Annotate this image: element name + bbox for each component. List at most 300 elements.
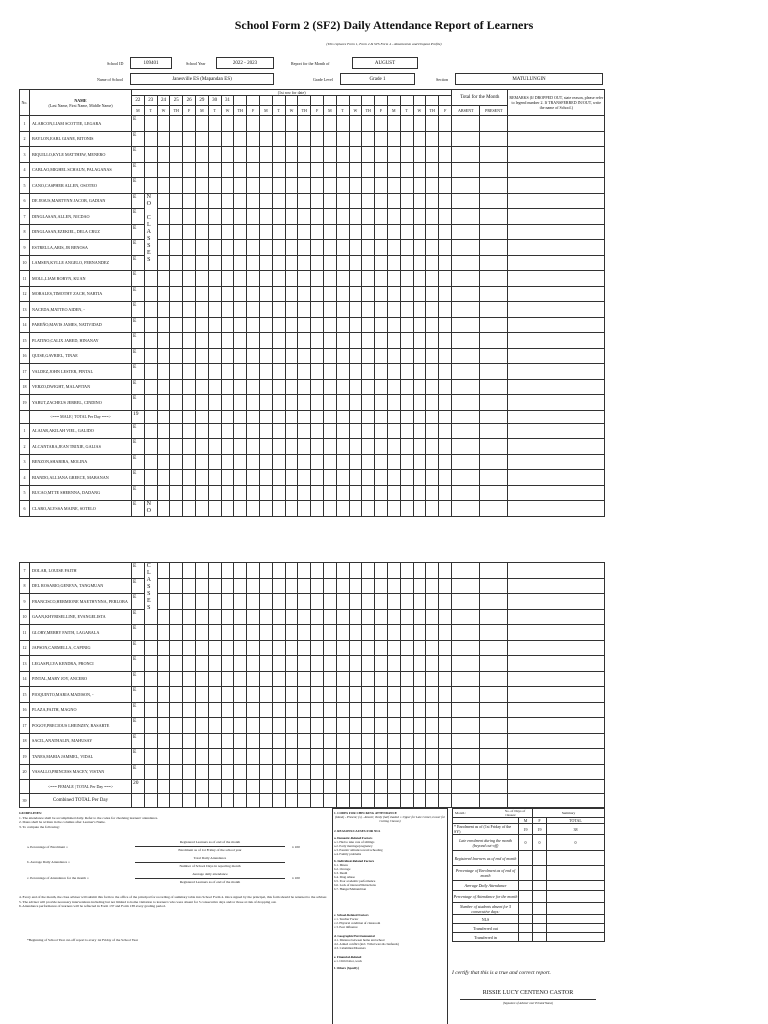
attendance-cell[interactable] xyxy=(170,286,183,302)
attendance-cell[interactable] xyxy=(195,333,208,349)
attendance-cell[interactable] xyxy=(208,454,221,470)
attendance-cell[interactable] xyxy=(157,209,170,225)
attendance-cell[interactable] xyxy=(195,718,208,734)
attendance-cell[interactable] xyxy=(387,302,400,318)
attendance-cell[interactable] xyxy=(387,116,400,132)
attendance-cell[interactable] xyxy=(247,131,260,147)
attendance-cell[interactable] xyxy=(285,147,298,163)
attendance-cell[interactable] xyxy=(426,454,439,470)
attendance-cell[interactable] xyxy=(336,485,349,501)
attendance-cell[interactable] xyxy=(157,764,170,780)
attendance-mark[interactable]: E xyxy=(132,302,145,318)
attendance-cell[interactable] xyxy=(362,178,375,194)
remarks-cell[interactable] xyxy=(508,255,605,271)
attendance-cell[interactable] xyxy=(362,255,375,271)
attendance-cell[interactable] xyxy=(195,193,208,209)
attendance-cell[interactable] xyxy=(234,656,247,672)
attendance-cell[interactable] xyxy=(349,193,362,209)
attendance-cell[interactable] xyxy=(247,209,260,225)
attendance-cell[interactable] xyxy=(247,379,260,395)
attendance-cell[interactable] xyxy=(375,625,388,641)
attendance-cell[interactable] xyxy=(259,178,272,194)
attendance-cell[interactable] xyxy=(183,224,196,240)
attendance-cell[interactable] xyxy=(298,439,311,455)
attendance-cell[interactable] xyxy=(362,594,375,610)
attendance-cell[interactable] xyxy=(247,147,260,163)
attendance-cell[interactable] xyxy=(272,749,285,765)
attendance-cell[interactable] xyxy=(247,193,260,209)
attendance-cell[interactable] xyxy=(221,286,234,302)
attendance-cell[interactable] xyxy=(144,116,157,132)
attendance-cell[interactable] xyxy=(157,423,170,439)
attendance-cell[interactable] xyxy=(387,563,400,579)
attendance-cell[interactable] xyxy=(144,671,157,687)
attendance-cell[interactable] xyxy=(323,240,336,256)
attendance-cell[interactable] xyxy=(426,317,439,333)
attendance-cell[interactable] xyxy=(183,147,196,163)
attendance-cell[interactable] xyxy=(272,423,285,439)
attendance-cell[interactable] xyxy=(285,317,298,333)
attendance-cell[interactable] xyxy=(362,209,375,225)
attendance-cell[interactable] xyxy=(221,240,234,256)
attendance-cell[interactable] xyxy=(208,423,221,439)
attendance-cell[interactable] xyxy=(311,333,324,349)
attendance-cell[interactable] xyxy=(413,147,426,163)
attendance-cell[interactable] xyxy=(208,317,221,333)
attendance-cell[interactable] xyxy=(375,193,388,209)
attendance-cell[interactable] xyxy=(362,379,375,395)
attendance-cell[interactable] xyxy=(439,333,452,349)
attendance-cell[interactable] xyxy=(285,656,298,672)
remarks-cell[interactable] xyxy=(507,656,604,672)
attendance-cell[interactable] xyxy=(234,333,247,349)
attendance-cell[interactable] xyxy=(195,733,208,749)
attendance-cell[interactable] xyxy=(413,193,426,209)
attendance-cell[interactable] xyxy=(183,454,196,470)
attendance-cell[interactable] xyxy=(221,501,234,517)
school-year-field[interactable]: 2022 - 2023 xyxy=(216,57,274,69)
attendance-cell[interactable] xyxy=(336,333,349,349)
attendance-cell[interactable] xyxy=(311,348,324,364)
attendance-cell[interactable] xyxy=(400,193,413,209)
remarks-cell[interactable] xyxy=(507,625,604,641)
attendance-mark[interactable]: E xyxy=(132,733,145,749)
attendance-cell[interactable] xyxy=(311,656,324,672)
attendance-cell[interactable] xyxy=(234,563,247,579)
attendance-cell[interactable] xyxy=(259,454,272,470)
attendance-cell[interactable] xyxy=(247,302,260,318)
attendance-cell[interactable] xyxy=(183,317,196,333)
attendance-cell[interactable] xyxy=(362,317,375,333)
attendance-cell[interactable] xyxy=(400,348,413,364)
attendance-cell[interactable] xyxy=(285,563,298,579)
attendance-cell[interactable] xyxy=(170,485,183,501)
attendance-cell[interactable] xyxy=(144,656,157,672)
attendance-cell[interactable] xyxy=(157,255,170,271)
attendance-cell[interactable] xyxy=(259,348,272,364)
attendance-cell[interactable] xyxy=(298,501,311,517)
attendance-cell[interactable] xyxy=(285,209,298,225)
attendance-cell[interactable] xyxy=(247,578,260,594)
remarks-cell[interactable] xyxy=(508,131,605,147)
attendance-cell[interactable] xyxy=(234,364,247,380)
attendance-mark[interactable]: E xyxy=(132,240,145,256)
attendance-cell[interactable] xyxy=(234,687,247,703)
attendance-cell[interactable] xyxy=(285,439,298,455)
attendance-cell[interactable] xyxy=(195,131,208,147)
attendance-cell[interactable] xyxy=(311,364,324,380)
attendance-cell[interactable] xyxy=(285,578,298,594)
attendance-cell[interactable] xyxy=(272,733,285,749)
attendance-cell[interactable] xyxy=(221,656,234,672)
attendance-cell[interactable] xyxy=(349,718,362,734)
attendance-cell[interactable] xyxy=(221,333,234,349)
attendance-cell[interactable] xyxy=(426,271,439,287)
attendance-cell[interactable] xyxy=(183,749,196,765)
attendance-cell[interactable] xyxy=(157,656,170,672)
attendance-cell[interactable] xyxy=(426,485,439,501)
attendance-cell[interactable] xyxy=(311,687,324,703)
attendance-cell[interactable] xyxy=(439,379,452,395)
attendance-mark[interactable]: E xyxy=(132,470,145,486)
attendance-mark[interactable]: E xyxy=(132,764,145,780)
school-name-field[interactable]: Janesville ES (Mapandan ES) xyxy=(130,73,274,85)
attendance-cell[interactable] xyxy=(285,594,298,610)
attendance-cell[interactable] xyxy=(234,224,247,240)
attendance-cell[interactable] xyxy=(170,116,183,132)
attendance-cell[interactable] xyxy=(259,609,272,625)
attendance-cell[interactable] xyxy=(362,333,375,349)
attendance-cell[interactable] xyxy=(144,379,157,395)
attendance-cell[interactable] xyxy=(272,379,285,395)
attendance-cell[interactable] xyxy=(144,687,157,703)
attendance-cell[interactable] xyxy=(311,764,324,780)
attendance-cell[interactable] xyxy=(234,116,247,132)
attendance-cell[interactable] xyxy=(375,224,388,240)
attendance-cell[interactable] xyxy=(221,317,234,333)
attendance-cell[interactable] xyxy=(285,286,298,302)
attendance-cell[interactable] xyxy=(349,640,362,656)
attendance-cell[interactable] xyxy=(208,439,221,455)
attendance-cell[interactable] xyxy=(272,224,285,240)
attendance-cell[interactable] xyxy=(439,209,452,225)
remarks-cell[interactable] xyxy=(507,640,604,656)
attendance-cell[interactable] xyxy=(157,671,170,687)
attendance-cell[interactable] xyxy=(439,255,452,271)
attendance-cell[interactable] xyxy=(221,209,234,225)
attendance-cell[interactable] xyxy=(413,271,426,287)
attendance-cell[interactable] xyxy=(247,116,260,132)
attendance-cell[interactable] xyxy=(362,271,375,287)
attendance-cell[interactable] xyxy=(387,240,400,256)
attendance-cell[interactable] xyxy=(439,395,452,411)
attendance-cell[interactable] xyxy=(183,271,196,287)
attendance-cell[interactable] xyxy=(183,702,196,718)
attendance-cell[interactable] xyxy=(426,563,439,579)
attendance-cell[interactable] xyxy=(400,271,413,287)
attendance-cell[interactable] xyxy=(285,640,298,656)
attendance-cell[interactable] xyxy=(247,317,260,333)
attendance-cell[interactable] xyxy=(170,640,183,656)
attendance-cell[interactable] xyxy=(157,317,170,333)
attendance-cell[interactable] xyxy=(272,147,285,163)
attendance-cell[interactable] xyxy=(195,764,208,780)
attendance-cell[interactable] xyxy=(362,640,375,656)
attendance-cell[interactable] xyxy=(183,501,196,517)
attendance-mark[interactable]: E xyxy=(132,454,145,470)
school-id-field[interactable]: 109401 xyxy=(130,57,172,69)
attendance-cell[interactable] xyxy=(336,640,349,656)
attendance-cell[interactable] xyxy=(426,749,439,765)
attendance-cell[interactable] xyxy=(208,395,221,411)
attendance-cell[interactable] xyxy=(208,302,221,318)
attendance-cell[interactable] xyxy=(157,364,170,380)
attendance-cell[interactable] xyxy=(234,209,247,225)
attendance-cell[interactable] xyxy=(426,224,439,240)
attendance-cell[interactable] xyxy=(323,640,336,656)
attendance-cell[interactable] xyxy=(157,578,170,594)
attendance-cell[interactable] xyxy=(298,764,311,780)
remarks-cell[interactable] xyxy=(508,454,605,470)
attendance-cell[interactable] xyxy=(234,317,247,333)
attendance-cell[interactable] xyxy=(234,501,247,517)
attendance-cell[interactable] xyxy=(195,302,208,318)
attendance-cell[interactable] xyxy=(400,749,413,765)
attendance-cell[interactable] xyxy=(247,640,260,656)
attendance-cell[interactable] xyxy=(234,594,247,610)
attendance-cell[interactable] xyxy=(259,470,272,486)
attendance-cell[interactable] xyxy=(375,501,388,517)
attendance-cell[interactable] xyxy=(272,439,285,455)
attendance-cell[interactable] xyxy=(426,671,439,687)
attendance-cell[interactable] xyxy=(298,240,311,256)
attendance-cell[interactable] xyxy=(272,578,285,594)
attendance-cell[interactable] xyxy=(387,733,400,749)
attendance-cell[interactable] xyxy=(336,656,349,672)
attendance-cell[interactable] xyxy=(375,609,388,625)
attendance-cell[interactable] xyxy=(259,224,272,240)
attendance-cell[interactable] xyxy=(208,640,221,656)
attendance-cell[interactable] xyxy=(426,302,439,318)
remarks-cell[interactable] xyxy=(508,379,605,395)
remarks-cell[interactable] xyxy=(508,286,605,302)
attendance-cell[interactable] xyxy=(183,162,196,178)
attendance-cell[interactable] xyxy=(439,671,452,687)
attendance-cell[interactable] xyxy=(362,364,375,380)
attendance-cell[interactable] xyxy=(413,640,426,656)
attendance-cell[interactable] xyxy=(323,656,336,672)
attendance-cell[interactable] xyxy=(387,640,400,656)
attendance-cell[interactable] xyxy=(272,563,285,579)
attendance-cell[interactable] xyxy=(311,563,324,579)
attendance-cell[interactable] xyxy=(285,609,298,625)
attendance-cell[interactable] xyxy=(439,625,452,641)
attendance-cell[interactable] xyxy=(400,718,413,734)
attendance-cell[interactable] xyxy=(259,302,272,318)
attendance-cell[interactable] xyxy=(157,609,170,625)
remarks-cell[interactable] xyxy=(507,749,604,765)
attendance-cell[interactable] xyxy=(259,733,272,749)
attendance-cell[interactable] xyxy=(157,379,170,395)
attendance-cell[interactable] xyxy=(259,594,272,610)
attendance-cell[interactable] xyxy=(285,271,298,287)
attendance-mark[interactable]: E xyxy=(132,116,145,132)
attendance-cell[interactable] xyxy=(272,348,285,364)
attendance-cell[interactable] xyxy=(234,395,247,411)
attendance-cell[interactable] xyxy=(362,131,375,147)
attendance-cell[interactable] xyxy=(259,687,272,703)
attendance-cell[interactable] xyxy=(221,640,234,656)
attendance-cell[interactable] xyxy=(323,178,336,194)
attendance-cell[interactable] xyxy=(285,485,298,501)
attendance-cell[interactable] xyxy=(311,240,324,256)
attendance-cell[interactable] xyxy=(285,364,298,380)
attendance-cell[interactable] xyxy=(170,271,183,287)
attendance-cell[interactable] xyxy=(349,563,362,579)
attendance-cell[interactable] xyxy=(170,470,183,486)
attendance-cell[interactable] xyxy=(170,255,183,271)
attendance-cell[interactable] xyxy=(170,240,183,256)
remarks-cell[interactable] xyxy=(508,485,605,501)
attendance-cell[interactable] xyxy=(387,764,400,780)
attendance-cell[interactable] xyxy=(375,423,388,439)
attendance-cell[interactable] xyxy=(272,116,285,132)
attendance-cell[interactable] xyxy=(259,286,272,302)
attendance-cell[interactable] xyxy=(170,687,183,703)
attendance-cell[interactable] xyxy=(400,423,413,439)
attendance-cell[interactable] xyxy=(298,286,311,302)
attendance-cell[interactable] xyxy=(323,439,336,455)
attendance-cell[interactable] xyxy=(362,733,375,749)
attendance-cell[interactable] xyxy=(234,718,247,734)
attendance-cell[interactable] xyxy=(285,764,298,780)
attendance-mark[interactable]: E xyxy=(132,317,145,333)
attendance-cell[interactable] xyxy=(208,162,221,178)
attendance-cell[interactable] xyxy=(413,702,426,718)
attendance-cell[interactable] xyxy=(298,423,311,439)
remarks-cell[interactable] xyxy=(508,423,605,439)
remarks-cell[interactable] xyxy=(508,333,605,349)
attendance-cell[interactable] xyxy=(426,687,439,703)
remarks-cell[interactable] xyxy=(507,764,604,780)
attendance-cell[interactable] xyxy=(247,255,260,271)
attendance-cell[interactable] xyxy=(157,271,170,287)
attendance-cell[interactable] xyxy=(439,178,452,194)
attendance-cell[interactable] xyxy=(157,485,170,501)
attendance-cell[interactable] xyxy=(272,395,285,411)
attendance-cell[interactable] xyxy=(144,147,157,163)
remarks-cell[interactable] xyxy=(508,209,605,225)
attendance-cell[interactable] xyxy=(195,240,208,256)
attendance-cell[interactable] xyxy=(259,485,272,501)
attendance-cell[interactable] xyxy=(311,423,324,439)
attendance-cell[interactable] xyxy=(375,286,388,302)
attendance-cell[interactable] xyxy=(323,255,336,271)
attendance-cell[interactable] xyxy=(170,671,183,687)
attendance-cell[interactable] xyxy=(400,439,413,455)
attendance-cell[interactable] xyxy=(259,749,272,765)
attendance-cell[interactable] xyxy=(259,640,272,656)
remarks-cell[interactable] xyxy=(507,609,604,625)
attendance-cell[interactable] xyxy=(323,687,336,703)
attendance-cell[interactable] xyxy=(195,454,208,470)
attendance-cell[interactable] xyxy=(259,240,272,256)
attendance-cell[interactable] xyxy=(234,162,247,178)
attendance-cell[interactable] xyxy=(349,395,362,411)
attendance-cell[interactable] xyxy=(157,718,170,734)
attendance-cell[interactable] xyxy=(144,162,157,178)
attendance-cell[interactable] xyxy=(323,302,336,318)
attendance-cell[interactable] xyxy=(349,178,362,194)
attendance-cell[interactable] xyxy=(259,379,272,395)
attendance-cell[interactable] xyxy=(272,255,285,271)
attendance-cell[interactable] xyxy=(259,625,272,641)
attendance-cell[interactable] xyxy=(234,702,247,718)
attendance-mark[interactable]: E xyxy=(132,594,145,610)
attendance-cell[interactable] xyxy=(323,162,336,178)
attendance-cell[interactable] xyxy=(311,302,324,318)
attendance-cell[interactable] xyxy=(387,470,400,486)
attendance-cell[interactable] xyxy=(387,395,400,411)
attendance-cell[interactable] xyxy=(247,687,260,703)
attendance-cell[interactable] xyxy=(272,640,285,656)
attendance-cell[interactable] xyxy=(183,718,196,734)
attendance-cell[interactable] xyxy=(349,439,362,455)
attendance-cell[interactable] xyxy=(349,209,362,225)
attendance-cell[interactable] xyxy=(413,209,426,225)
attendance-cell[interactable] xyxy=(400,594,413,610)
remarks-cell[interactable] xyxy=(508,364,605,380)
attendance-cell[interactable] xyxy=(426,656,439,672)
attendance-cell[interactable] xyxy=(208,485,221,501)
attendance-cell[interactable] xyxy=(362,302,375,318)
attendance-cell[interactable] xyxy=(439,193,452,209)
attendance-cell[interactable] xyxy=(285,702,298,718)
attendance-cell[interactable] xyxy=(259,317,272,333)
attendance-cell[interactable] xyxy=(349,364,362,380)
attendance-cell[interactable] xyxy=(375,454,388,470)
attendance-cell[interactable] xyxy=(157,286,170,302)
attendance-cell[interactable] xyxy=(170,439,183,455)
attendance-cell[interactable] xyxy=(298,333,311,349)
attendance-cell[interactable] xyxy=(336,379,349,395)
attendance-cell[interactable] xyxy=(208,348,221,364)
attendance-cell[interactable] xyxy=(362,439,375,455)
attendance-cell[interactable] xyxy=(400,656,413,672)
attendance-cell[interactable] xyxy=(170,563,183,579)
attendance-cell[interactable] xyxy=(144,640,157,656)
attendance-cell[interactable] xyxy=(375,563,388,579)
attendance-cell[interactable] xyxy=(170,364,183,380)
attendance-cell[interactable] xyxy=(387,485,400,501)
attendance-cell[interactable] xyxy=(259,671,272,687)
attendance-cell[interactable] xyxy=(195,271,208,287)
attendance-cell[interactable] xyxy=(221,609,234,625)
attendance-cell[interactable] xyxy=(323,671,336,687)
attendance-cell[interactable] xyxy=(170,625,183,641)
attendance-cell[interactable] xyxy=(272,193,285,209)
attendance-cell[interactable] xyxy=(298,364,311,380)
attendance-cell[interactable] xyxy=(272,764,285,780)
attendance-cell[interactable] xyxy=(387,423,400,439)
attendance-cell[interactable] xyxy=(349,131,362,147)
attendance-cell[interactable] xyxy=(221,687,234,703)
attendance-cell[interactable] xyxy=(195,116,208,132)
attendance-cell[interactable] xyxy=(311,733,324,749)
attendance-cell[interactable] xyxy=(426,193,439,209)
attendance-cell[interactable] xyxy=(336,594,349,610)
attendance-cell[interactable] xyxy=(375,640,388,656)
